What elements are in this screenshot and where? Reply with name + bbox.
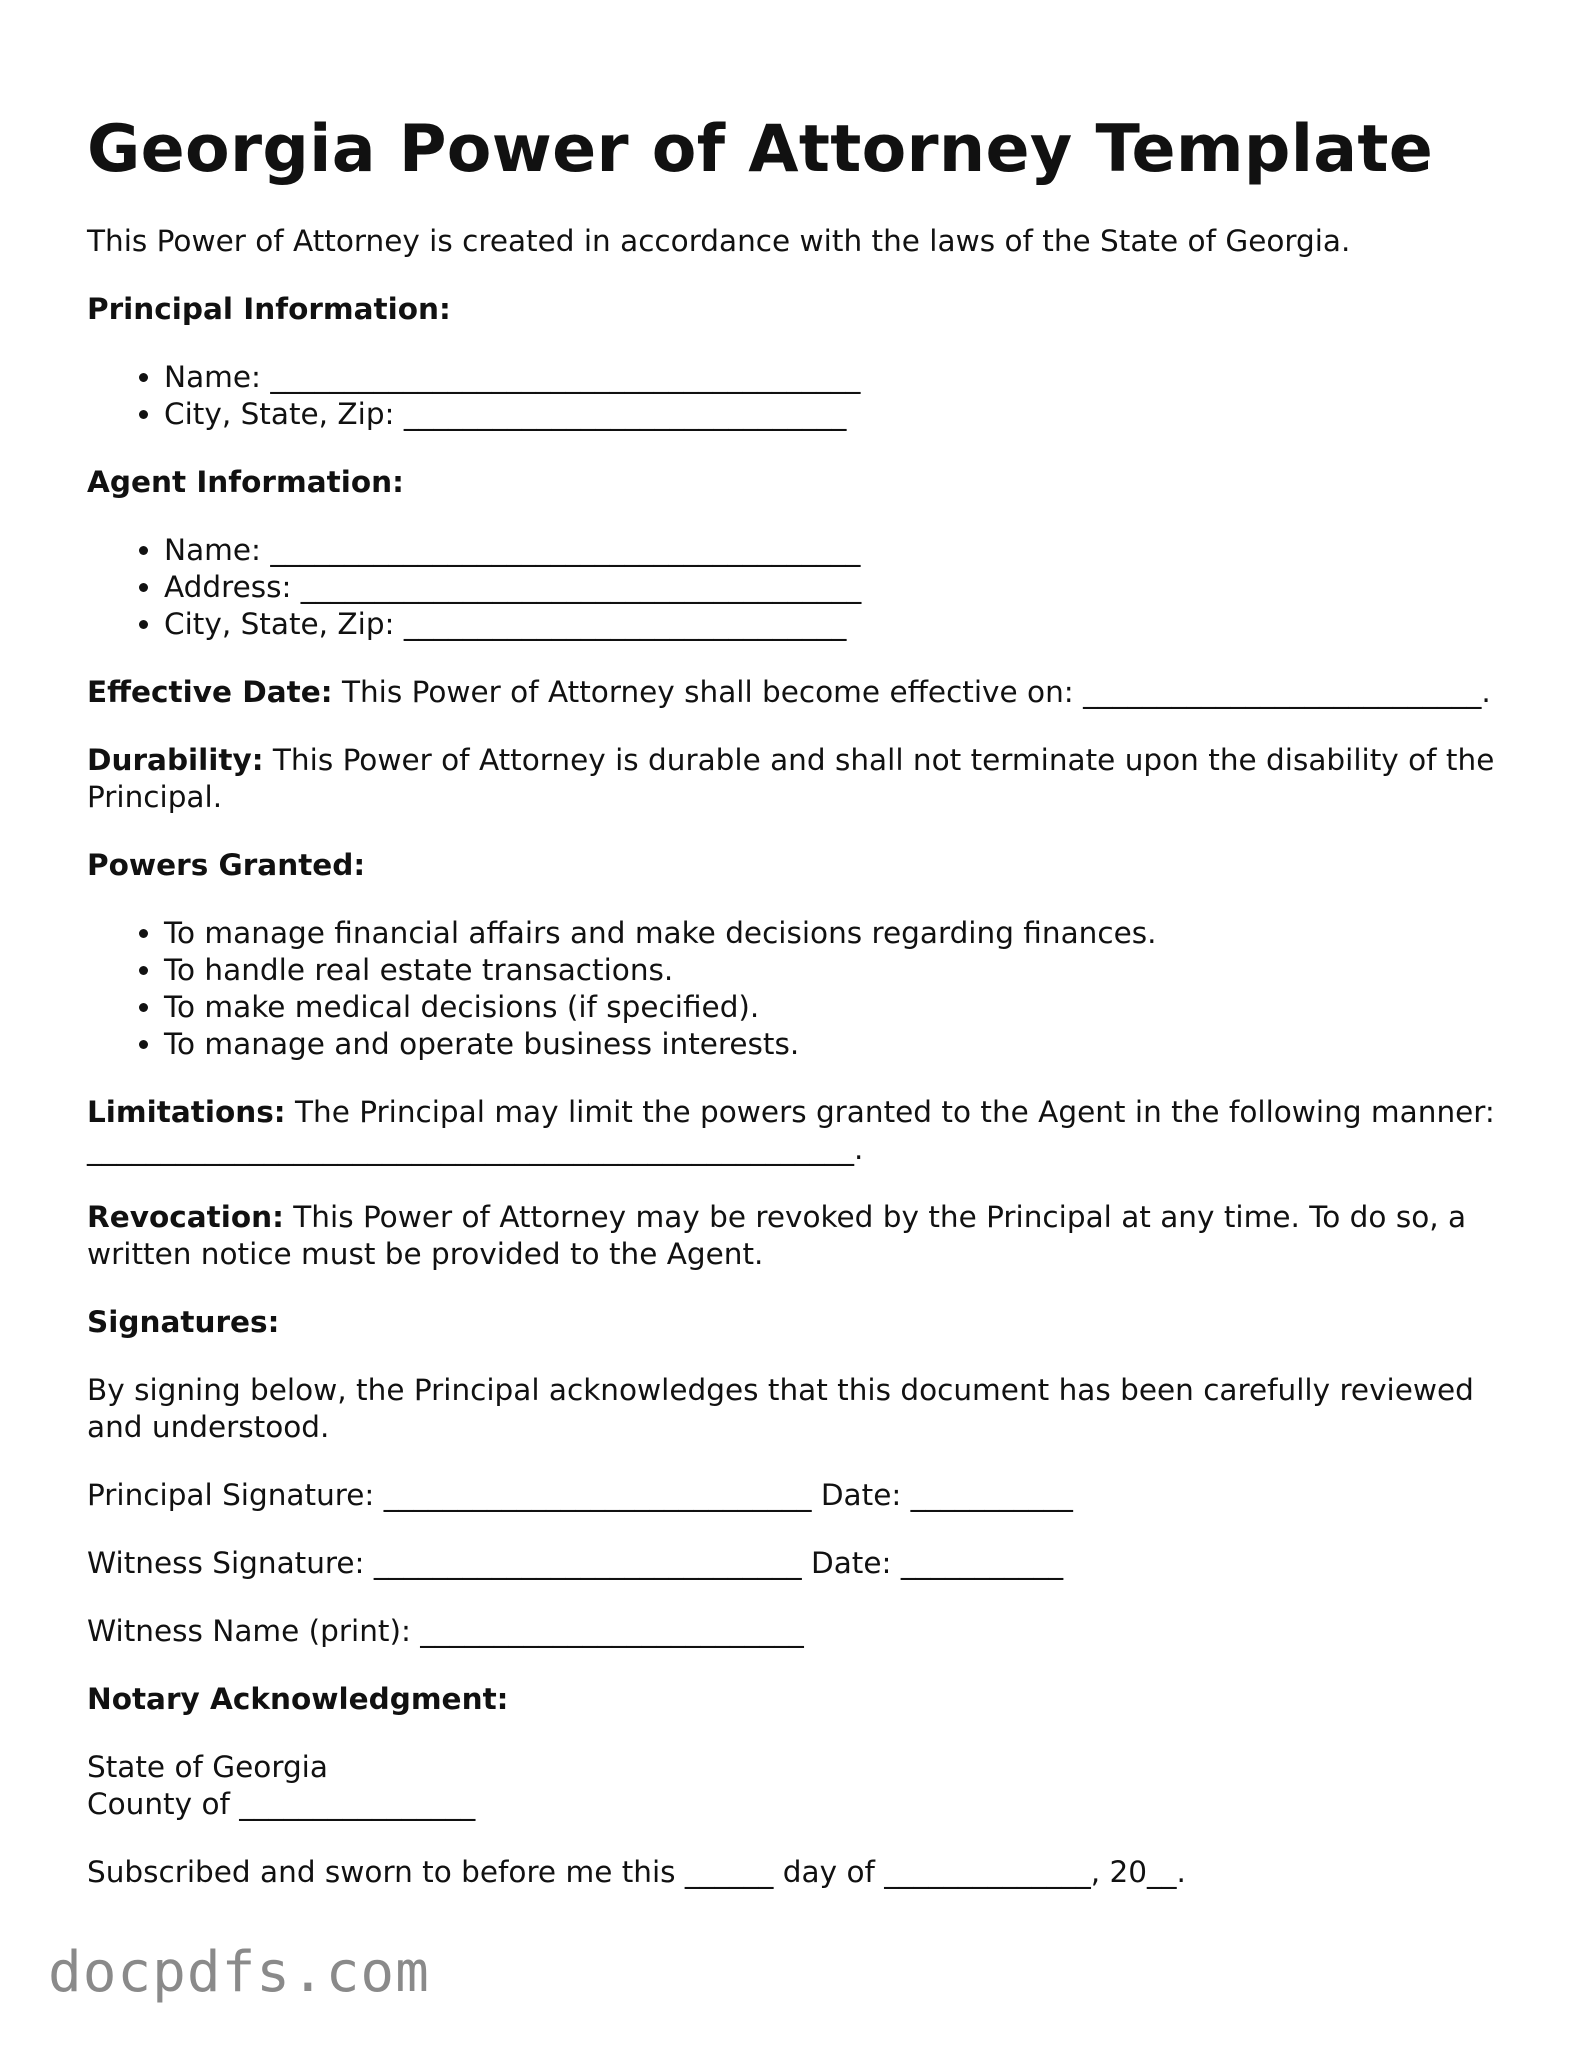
notary-heading: Notary Acknowledgment: xyxy=(87,1682,509,1716)
power-item: • To manage and operate business interests. xyxy=(164,1026,1507,1063)
durability-text: This Power of Attorney is durable and shall not terminate upon the disability of the Principal. xyxy=(87,743,1495,814)
limitations-paragraph xyxy=(87,1094,1507,1168)
principal-list xyxy=(87,359,1507,433)
notary-state-line: State of Georgia xyxy=(87,1750,328,1784)
notary-county-line: County of ________________ xyxy=(87,1787,476,1821)
signatures-statement: By signing below, the Principal acknowledges that this document has been carefully reviewed and understood. xyxy=(87,1373,1474,1444)
agent-list xyxy=(87,532,1507,643)
intro-paragraph: This Power of Attorney is created in accordance with the laws of the State of Georgia. xyxy=(87,224,1351,258)
effective-date-text: This Power of Attorney shall become effective on: ___________________________. xyxy=(332,675,1491,709)
effective-date-paragraph xyxy=(87,674,1507,711)
principal-city-field: • City, State, Zip: ______________________________ xyxy=(164,396,1507,433)
agent-heading: Agent Information: xyxy=(87,465,404,499)
principal-signature-line: Principal Signature: _____________________________ Date: ___________ xyxy=(87,1478,1073,1512)
durability-paragraph xyxy=(87,742,1507,816)
document-title: Georgia Power of Attorney Template xyxy=(87,112,1434,187)
revocation-paragraph xyxy=(87,1199,1507,1273)
agent-city-field: • City, State, Zip: ______________________________ xyxy=(164,606,1507,643)
notary-sworn-line: Subscribed and sworn to before me this ______ day of ______________, 20__. xyxy=(87,1855,1186,1889)
document-page xyxy=(87,105,1507,1922)
principal-name-field: • Name: ________________________________________ xyxy=(164,359,1507,396)
agent-name-field: • Name: ________________________________________ xyxy=(164,532,1507,569)
revocation-text: This Power of Attorney may be revoked by the Principal at any time. To do so, a written notice must be provided to the Agent. xyxy=(87,1200,1467,1271)
witness-name-line: Witness Name (print): __________________________ xyxy=(87,1614,804,1648)
powers-heading: Powers Granted: xyxy=(87,848,366,882)
effective-date-label: Effective Date: xyxy=(87,675,333,709)
agent-address-field: • Address: ______________________________________ xyxy=(164,569,1507,606)
site-watermark: docpdfs.com xyxy=(48,1940,430,2005)
limitations-text: The Principal may limit the powers granted to the Agent in the following manner: ____________________________________________________. xyxy=(87,1095,1495,1166)
powers-list xyxy=(87,915,1507,1063)
principal-heading: Principal Information: xyxy=(87,292,451,326)
power-item: • To make medical decisions (if specified). xyxy=(164,989,1507,1026)
durability-label: Durability: xyxy=(87,743,264,777)
power-item: • To handle real estate transactions. xyxy=(164,952,1507,989)
limitations-label: Limitations: xyxy=(87,1095,286,1129)
power-item: • To manage financial affairs and make decisions regarding finances. xyxy=(164,915,1507,952)
witness-signature-line: Witness Signature: _____________________________ Date: ___________ xyxy=(87,1546,1064,1580)
revocation-label: Revocation: xyxy=(87,1200,284,1234)
signatures-heading: Signatures: xyxy=(87,1305,280,1339)
notary-venue xyxy=(87,1749,1507,1823)
